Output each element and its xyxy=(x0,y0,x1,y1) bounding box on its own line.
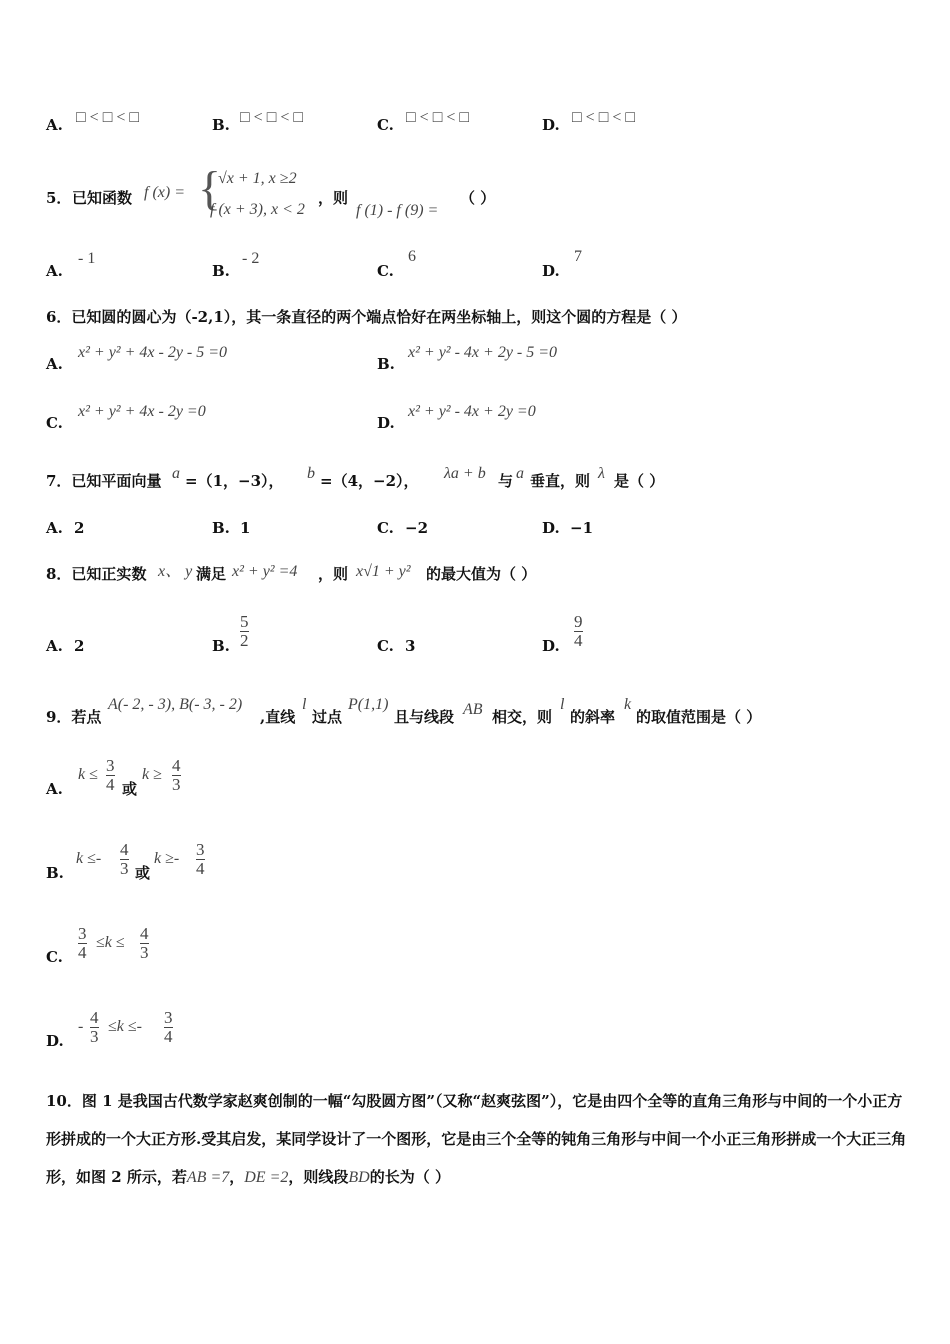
q9-points: A(- 2, - 3), B(- 3, - 2) xyxy=(108,696,243,713)
q5-option-b-label: B. xyxy=(212,262,230,280)
q8-option-c-value: 3 xyxy=(405,637,416,655)
q8-part-1: 8．已知正实数 xyxy=(46,565,147,583)
q5-case-1: √x + 1, x ≥2 xyxy=(218,170,297,187)
q5-paren: （ ） xyxy=(460,189,496,207)
q6-option-a-value: x² + y² + 4x - 2y - 5 =0 xyxy=(78,344,228,361)
q6-option-a-label: A. xyxy=(46,355,63,373)
q9-part-7: 的取值范围是（ ） xyxy=(636,708,762,726)
q8-option-d-label: D. xyxy=(542,637,560,655)
q8-option-b-fraction: $\frac{5}{2}$ xyxy=(240,612,249,650)
q7-vector-a: a xyxy=(172,465,180,482)
q5-mid: ，则 xyxy=(318,189,349,207)
q9-option-b-frac-1: $\frac{4}{3}$ xyxy=(120,840,129,878)
q4-option-d-label: D. xyxy=(542,116,560,134)
q8-condition: x² + y² =4 xyxy=(232,563,298,580)
q6-option-b-label: B. xyxy=(377,355,395,373)
q7-part-3: =（4，−2）， xyxy=(320,472,419,490)
q9-option-b-or: 或 xyxy=(135,864,151,882)
q9-option-a-or: 或 xyxy=(122,780,138,798)
q7-option-b-value: 1 xyxy=(240,519,251,537)
q9-part-3: 过点 xyxy=(312,708,343,726)
q5-option-a-value: - 1 xyxy=(78,250,96,267)
q8-variables: x、 y xyxy=(158,563,193,580)
q4-option-b-expr: □ < □ < □ xyxy=(240,109,304,126)
q6-option-b-value: x² + y² - 4x + 2y - 5 =0 xyxy=(408,344,558,361)
q7-option-c-label: C. xyxy=(377,519,394,537)
q8-part-3: ，则 xyxy=(318,565,349,583)
q5-option-d-label: D. xyxy=(542,262,560,280)
q9-option-d-frac-2: $\frac{3}{4}$ xyxy=(164,1008,173,1046)
q9-option-b-label: B. xyxy=(46,864,64,882)
q5-option-b-value: - 2 xyxy=(242,250,260,267)
q8-option-a-label: A. xyxy=(46,637,63,655)
q7-option-d-label: D. xyxy=(542,519,560,537)
q9-line-l: l xyxy=(302,696,307,713)
q4-option-d-expr: □ < □ < □ xyxy=(572,109,636,126)
q5-option-c-value: 6 xyxy=(408,248,416,265)
q9-option-a-k2: k ≥ xyxy=(142,766,162,783)
q9-option-b-frac-2: $\frac{3}{4}$ xyxy=(196,840,205,878)
q10-text-2: ，则线段 xyxy=(288,1168,349,1186)
q8-target: x√1 + y² xyxy=(356,563,411,580)
q9-option-c-frac-2: $\frac{4}{3}$ xyxy=(140,924,149,962)
q7-part-4: 与 xyxy=(498,472,514,490)
q5-option-d-value: 7 xyxy=(574,248,582,265)
q10-text-3: 的长为（ ） xyxy=(369,1168,450,1186)
question-10 xyxy=(46,1082,908,1197)
q7-option-c-value: −2 xyxy=(405,519,429,537)
q7-part-2: =（1，−3）， xyxy=(185,472,284,490)
q4-option-a-expr: □ < □ < □ xyxy=(76,109,140,126)
q7-combination: λa + b xyxy=(444,465,486,482)
q10-ab: AB =7 xyxy=(186,1169,230,1186)
q9-option-d-frac-1: $\frac{4}{3}$ xyxy=(90,1008,99,1046)
q6-option-d-label: D. xyxy=(377,414,395,432)
q9-option-d-mid: ≤k ≤- xyxy=(108,1018,142,1035)
q9-option-a-label: A. xyxy=(46,780,63,798)
q9-option-b-k2: k ≥- xyxy=(154,850,180,867)
q5-case-2: f (x + 3), x < 2 xyxy=(210,201,305,218)
q9-option-d-pre: - xyxy=(78,1018,84,1035)
q7-part-6: 是（ ） xyxy=(614,472,665,490)
q5-fx: f (x) = xyxy=(144,184,185,201)
q9-part-2: ,直线 xyxy=(260,708,296,726)
q9-option-c-mid: ≤k ≤ xyxy=(96,934,125,951)
q5-prefix: 已知函数 xyxy=(72,189,133,207)
q4-option-b-label: B. xyxy=(212,116,230,134)
q7-option-a-label: A. xyxy=(46,519,63,537)
q9-option-c-label: C. xyxy=(46,948,63,966)
q4-option-a-label: A. xyxy=(46,116,63,134)
q8-option-b-label: B. xyxy=(212,637,230,655)
q8-part-4: 的最大值为（ ） xyxy=(426,565,537,583)
q7-part-5: 垂直，则 xyxy=(530,472,591,490)
q9-option-a-frac-2: $\frac{4}{3}$ xyxy=(172,756,181,794)
q8-option-c-label: C. xyxy=(377,637,394,655)
q9-segment-ab: AB xyxy=(463,701,483,718)
q6-option-c-label: C. xyxy=(46,414,63,432)
q9-option-c-frac-1: $\frac{3}{4}$ xyxy=(78,924,87,962)
q6-option-c-value: x² + y² + 4x - 2y =0 xyxy=(78,403,206,420)
q10-de: DE =2 xyxy=(244,1169,289,1186)
q9-point-p: P(1,1) xyxy=(348,696,389,713)
q10-sep: ， xyxy=(229,1168,245,1186)
q9-option-b-k1: k ≤- xyxy=(76,850,102,867)
q8-option-d-fraction: $\frac{9}{4}$ xyxy=(574,612,583,650)
q9-part-1: 9．若点 xyxy=(46,708,102,726)
q7-lambda: λ xyxy=(598,465,605,482)
q4-option-c-label: C. xyxy=(377,116,394,134)
q9-part-4: 且与线段 xyxy=(394,708,455,726)
q9-option-a-k1: k ≤ xyxy=(78,766,98,783)
q10-text-1: 10．图 1 是我国古代数学家赵爽创制的一幅“勾股圆方图”（又称“赵爽弦图”），它是由四个全等的直角三角形与中间的一个小正方形拼成的一个大正方形.受其启发，某同学设计了一个图形，它是由三个全等的钝角三角形与中间一个小正三角形拼成一个大正三角形，如图 2 所示，若 xyxy=(46,1092,907,1186)
q7-option-b-label: B. xyxy=(212,519,230,537)
q9-option-d-label: D. xyxy=(46,1032,64,1050)
q9-slope-k: k xyxy=(624,696,632,713)
q9-part-5: 相交，则 xyxy=(492,708,553,726)
q6-option-d-value: x² + y² - 4x + 2y =0 xyxy=(408,403,536,420)
q9-line-l-2: l xyxy=(560,696,565,713)
q9-option-a-frac-1: $\frac{3}{4}$ xyxy=(106,756,115,794)
q5-option-c-label: C. xyxy=(377,262,394,280)
q4-option-c-expr: □ < □ < □ xyxy=(406,109,470,126)
q5-option-a-label: A. xyxy=(46,262,63,280)
q5-brace: { xyxy=(198,162,222,215)
q10-bd: BD xyxy=(348,1169,370,1186)
q7-vector-b: b xyxy=(307,465,315,482)
q7-option-d-value: −1 xyxy=(570,519,594,537)
q9-part-6: 的斜率 xyxy=(570,708,616,726)
q8-part-2: 满足 xyxy=(196,565,227,583)
q7-option-a-value: 2 xyxy=(74,519,85,537)
q7-vector-a-2: a xyxy=(516,465,524,482)
q6-stem: 6．已知圆的圆心为（-2,1），其一条直径的两个端点恰好在两坐标轴上，则这个圆的方程是（ ） xyxy=(46,308,687,326)
q5-number: 5． xyxy=(46,189,72,207)
q5-expr: f (1) - f (9) = xyxy=(356,202,439,219)
q8-option-a-value: 2 xyxy=(74,637,85,655)
q7-part-1: 7．已知平面向量 xyxy=(46,472,162,490)
